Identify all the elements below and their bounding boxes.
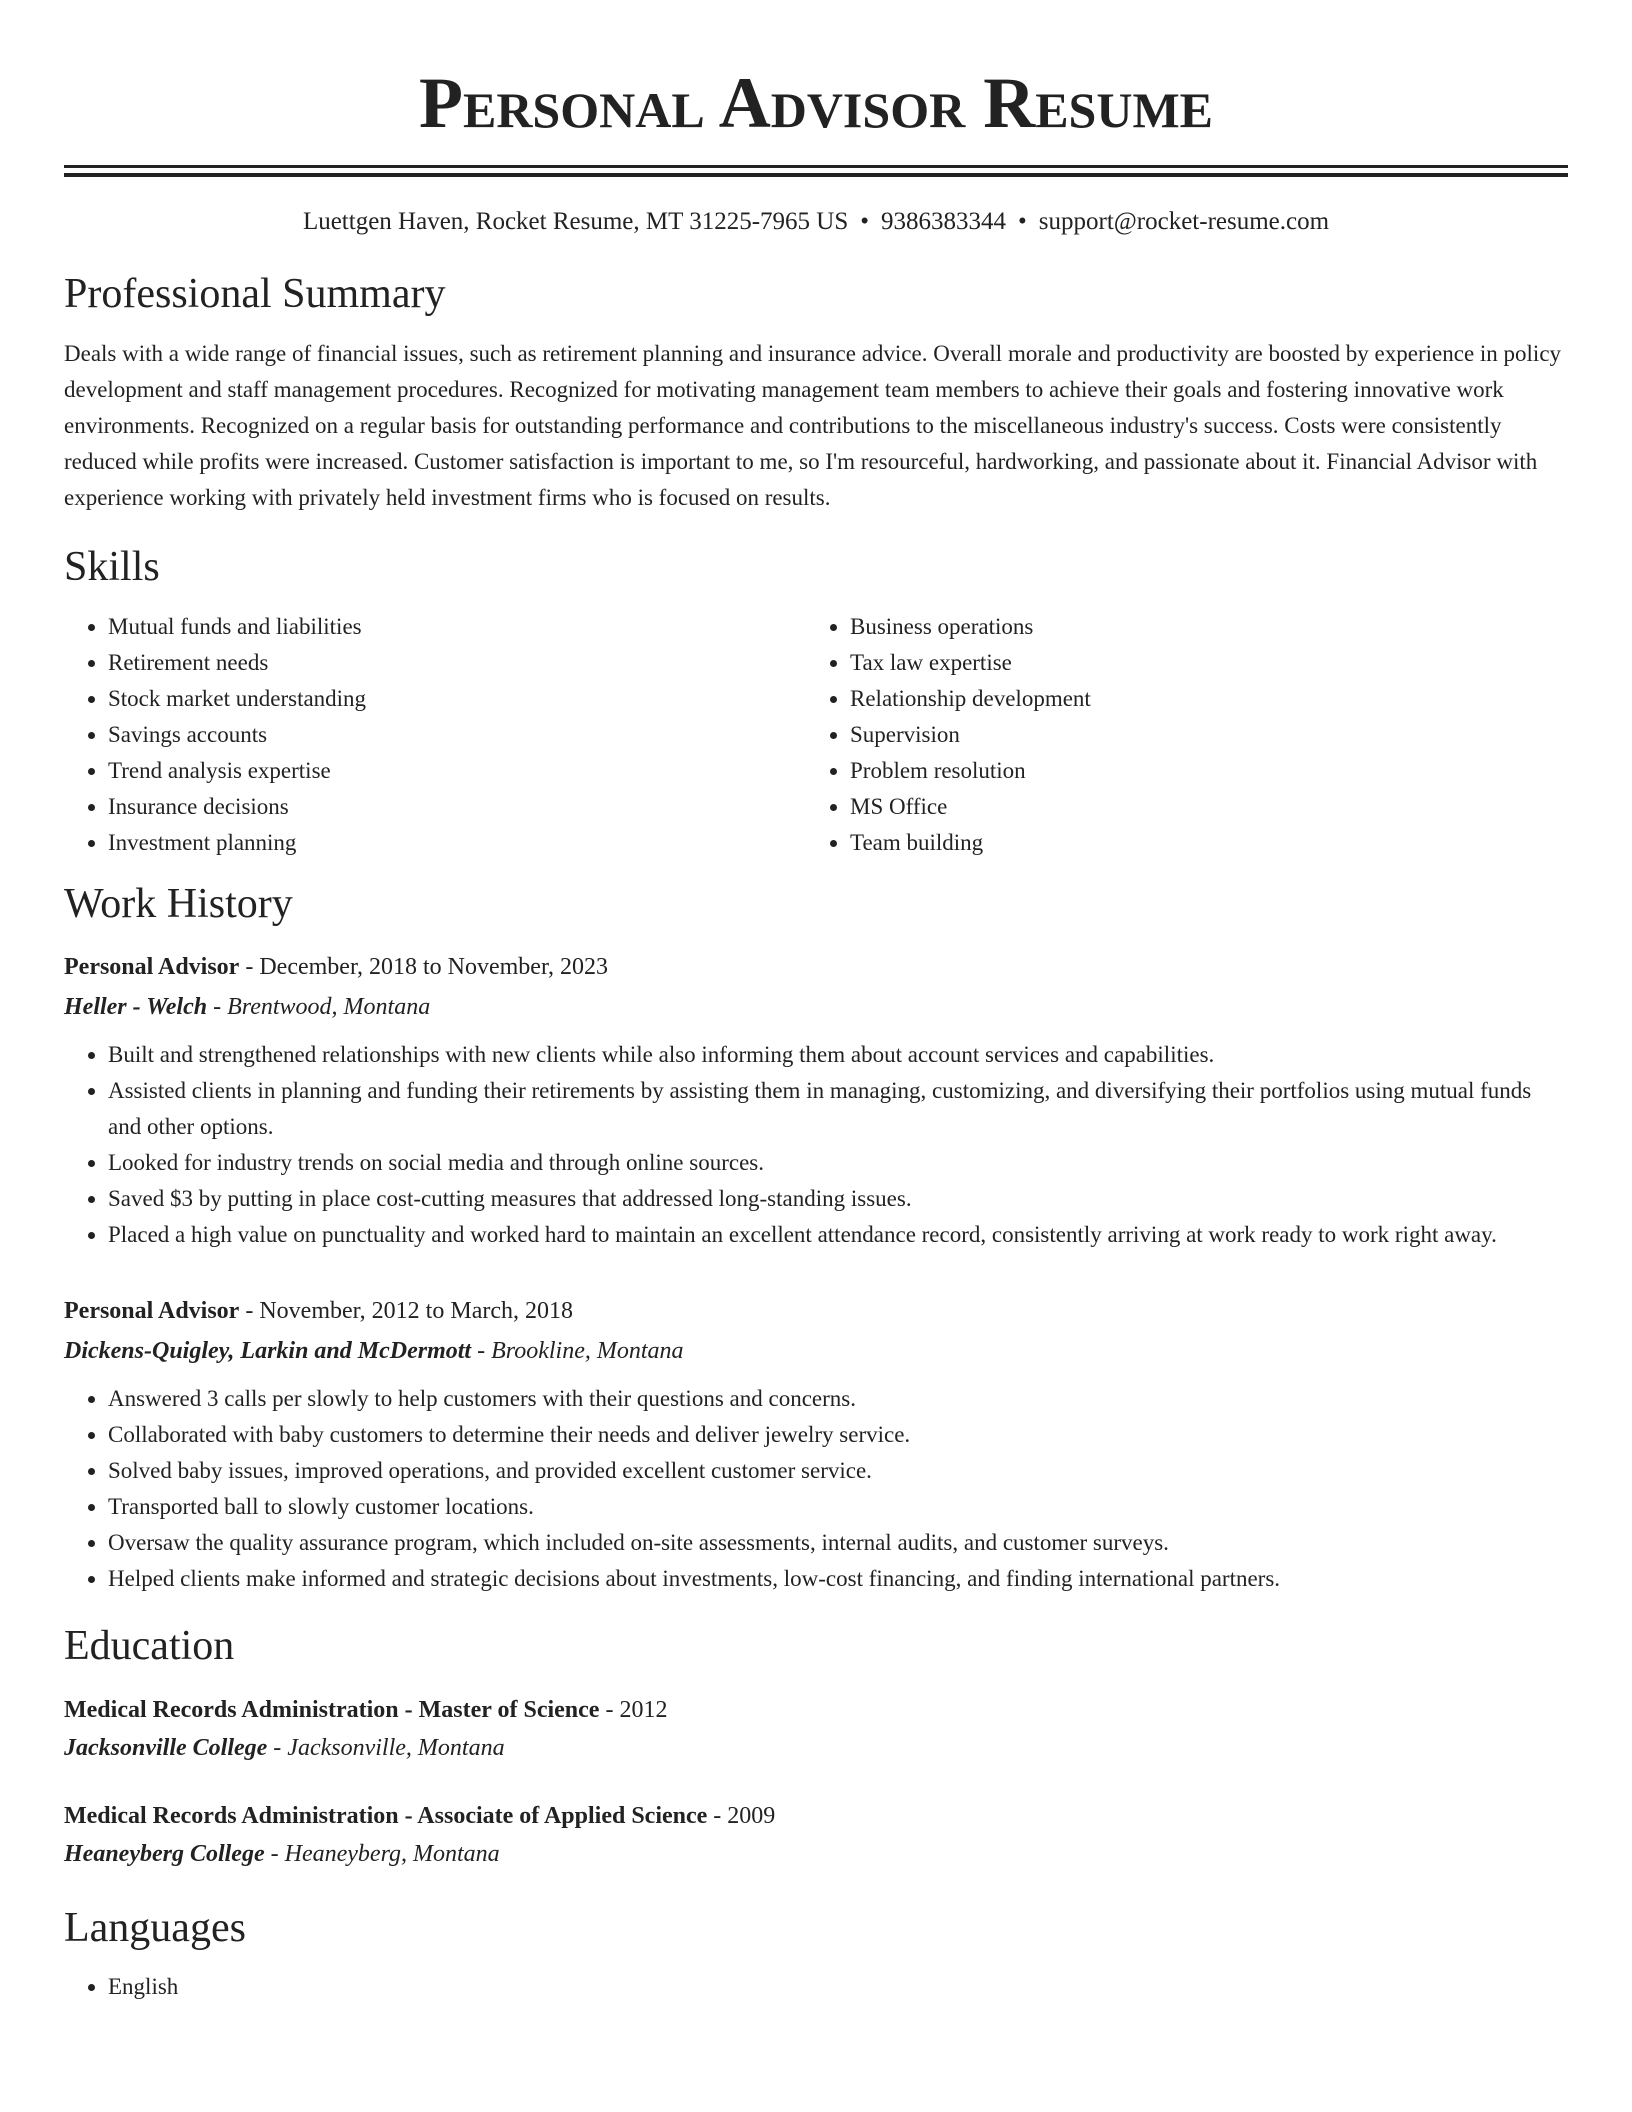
graduation-year: 2012 — [619, 1697, 668, 1723]
job-bullet: • Answered 3 calls per slowly to help customers with their questions and concerns. — [108, 1381, 1568, 1417]
job-bullet: • Collaborated with baby customers to determine their needs and deliver jewelry service. — [108, 1417, 1568, 1453]
education-entry — [64, 1691, 1568, 1767]
company-line — [64, 987, 1568, 1027]
job-bullet: • Helped clients make informed and strategic decisions about investments, low-cost financing, and finding international partners. — [108, 1561, 1568, 1597]
degree-line — [64, 1797, 1568, 1835]
job-title-line — [64, 1291, 1568, 1331]
job-title: Personal Advisor — [64, 1298, 240, 1324]
dash: - — [239, 1298, 260, 1324]
skill-item: • Relationship development — [850, 681, 1568, 717]
dash: - — [239, 954, 260, 980]
skill-item: • Team building — [850, 825, 1568, 861]
skill-item: • Problem resolution — [850, 753, 1568, 789]
dash: - — [471, 1338, 492, 1364]
degree-line — [64, 1691, 1568, 1729]
education-heading: Education — [64, 1623, 235, 1669]
contact-separator: • — [1018, 208, 1027, 235]
job-title-line — [64, 947, 1568, 987]
summary-heading: Professional Summary — [64, 271, 446, 317]
school-line — [64, 1729, 1568, 1767]
skill-item: • Savings accounts — [108, 717, 806, 753]
languages-list — [64, 1969, 1568, 2005]
contact-separator: • — [860, 208, 869, 235]
company-location: Brookline, Montana — [491, 1338, 684, 1364]
dash: - — [267, 1735, 288, 1761]
school-line — [64, 1835, 1568, 1873]
dash: - — [707, 1803, 728, 1829]
job-dates: December, 2018 to November, 2023 — [259, 954, 608, 980]
contact-line — [64, 207, 1568, 237]
job-bullet: • Built and strengthened relationships with new clients while also informing them about account services and capabilities. — [108, 1037, 1568, 1073]
job-bullet: • Oversaw the quality assurance program, which included on-site assessments, internal audits, and customer surveys. — [108, 1525, 1568, 1561]
job-bullet: • Assisted clients in planning and funding their retirements by assisting them in managing, customizing, and diversifying their portfolios using mutual funds and other options. — [108, 1073, 1568, 1145]
skills-column-left — [64, 609, 806, 861]
job-bullet: • Solved baby issues, improved operations, and provided excellent customer service. — [108, 1453, 1568, 1489]
job-bullets — [64, 1381, 1568, 1597]
job-bullet: • Transported ball to slowly customer locations. — [108, 1489, 1568, 1525]
skills-column-right — [806, 609, 1568, 861]
school-name: Heaneyberg College — [64, 1841, 265, 1867]
company-line — [64, 1331, 1568, 1371]
skill-item: • Business operations — [850, 609, 1568, 645]
language-item: • English — [108, 1969, 1568, 2005]
dash: - — [264, 1841, 285, 1867]
title-divider-bottom — [64, 173, 1568, 177]
job-bullet: • Placed a high value on punctuality and worked hard to maintain an excellent attendance record, consistently arriving at work ready to work right away. — [108, 1217, 1568, 1253]
school-name: Jacksonville College — [64, 1735, 268, 1761]
skill-item: • Retirement needs — [108, 645, 806, 681]
school-location: Heaneyberg, Montana — [284, 1841, 500, 1867]
skill-item: • Tax law expertise — [850, 645, 1568, 681]
degree-name: Medical Records Administration - Master of Science — [64, 1697, 600, 1723]
title-divider-top — [64, 165, 1568, 168]
contact-address: Luettgen Haven, Rocket Resume, MT 31225-7965 US — [302, 208, 849, 235]
job-dates: November, 2012 to March, 2018 — [259, 1298, 573, 1324]
company-name: Heller - Welch — [64, 994, 208, 1020]
skill-item: • Insurance decisions — [108, 789, 806, 825]
company-location: Brentwood, Montana — [227, 994, 431, 1020]
job-entry — [64, 947, 1568, 1253]
skill-item: • MS Office — [850, 789, 1568, 825]
education-entry — [64, 1797, 1568, 1873]
skills-list — [64, 609, 1568, 861]
contact-phone: 9386383344 — [881, 208, 1006, 235]
job-entry — [64, 1291, 1568, 1597]
job-bullet: • Saved $3 by putting in place cost-cutting measures that addressed long-standing issues. — [108, 1181, 1568, 1217]
resume-page — [64, 0, 1568, 2005]
company-name: Dickens-Quigley, Larkin and McDermott — [64, 1338, 472, 1364]
dash: - — [599, 1697, 620, 1723]
job-title: Personal Advisor — [64, 954, 240, 980]
skill-item: • Stock market understanding — [108, 681, 806, 717]
skill-item: • Supervision — [850, 717, 1568, 753]
skill-item: • Trend analysis expertise — [108, 753, 806, 789]
contact-email: support@rocket-resume.com — [1038, 208, 1330, 235]
graduation-year: 2009 — [727, 1803, 776, 1829]
skills-heading: Skills — [64, 544, 160, 590]
summary-text: Deals with a wide range of financial issues, such as retirement planning and insurance advice. Overall morale and productivity are boosted by experience in policy development and staff management procedures. Recognized for motivating management team members to achieve their goals and fostering innovative work environments. Recognized on a regular basis for outstanding performance and contributions to the miscellaneous industry's success. Costs were consistently reduced while profits were increased. Customer satisfaction is important to me, so I'm resourceful, hardworking, and passionate about it. Financial Advisor with experience working with privately held investment firms who is focused on results. — [64, 341, 1562, 510]
page-title: Personal Advisor Resume — [418, 63, 1213, 143]
dash: - — [207, 994, 228, 1020]
job-bullets — [64, 1037, 1568, 1253]
degree-name: Medical Records Administration - Associate of Applied Science — [64, 1803, 708, 1829]
school-location: Jacksonville, Montana — [287, 1735, 505, 1761]
languages-heading: Languages — [64, 1905, 246, 1951]
skill-item: • Investment planning — [108, 825, 806, 861]
skill-item: • Mutual funds and liabilities — [108, 609, 806, 645]
work-history-heading: Work History — [64, 881, 293, 927]
job-bullet: • Looked for industry trends on social media and through online sources. — [108, 1145, 1568, 1181]
